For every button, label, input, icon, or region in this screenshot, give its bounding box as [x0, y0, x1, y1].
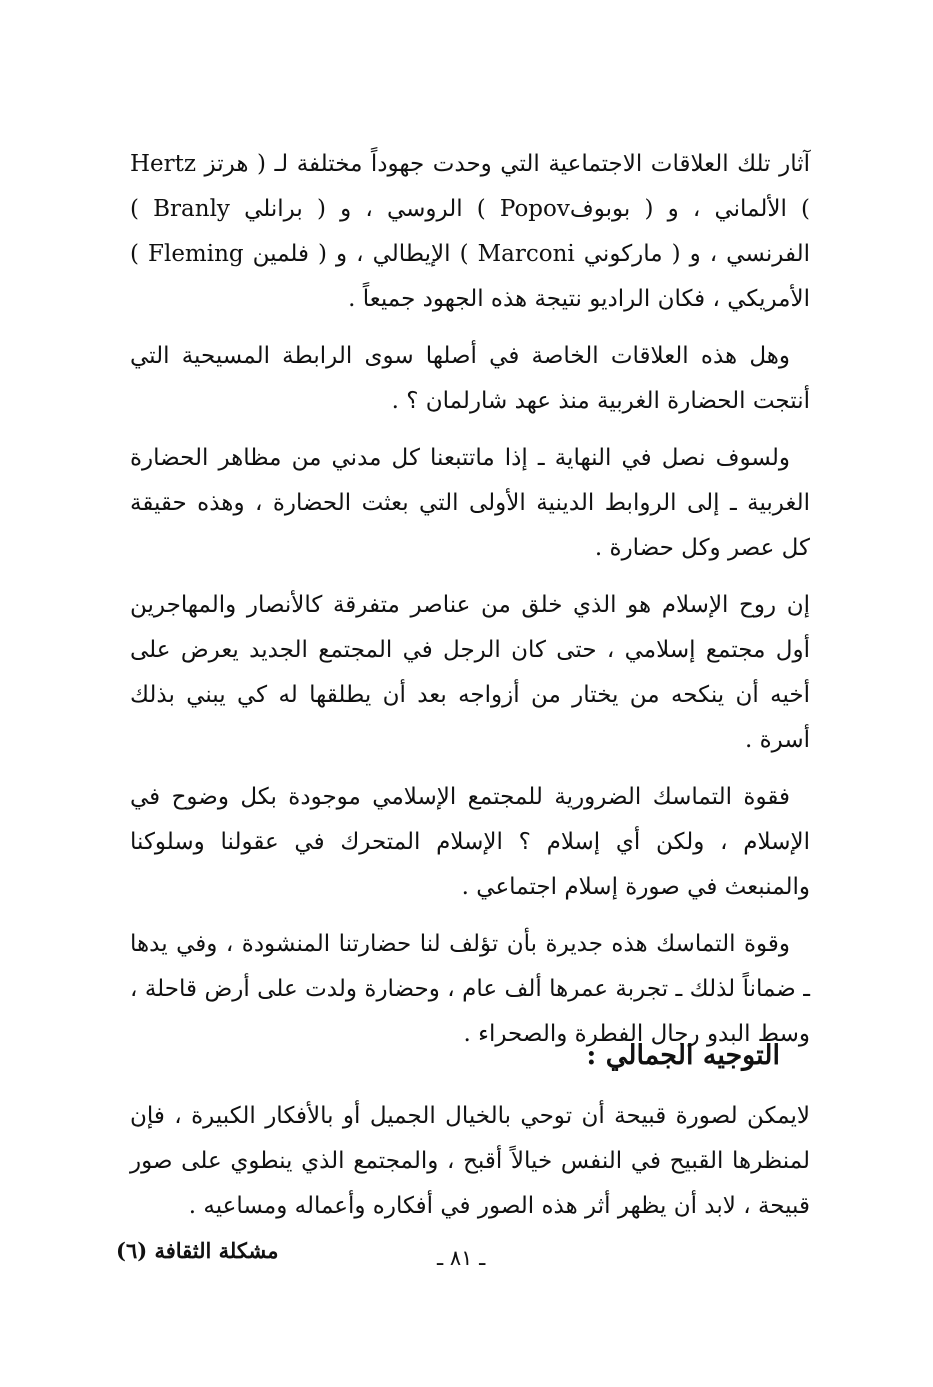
paragraph-cohesion-force: فقوة التماسك الضرورية للمجتمع الإسلامي موجودة بكل وضوح في الإسلام ، ولكن أي إسلام ؟ الإسلام المتحرك في عقولنا وسلوكنا والمنبعث في صورة إسلام اجتماعي .	[130, 784, 810, 900]
running-footer-book-title: مشكلة الثقافة (٦)	[116, 1238, 279, 1263]
paragraph-religious-roots: ولسوف نصل في النهاية ـ إذا ماتتبعنا كل مدني من مظاهر الحضارة الغربية ـ إلى الروابط الدينية الأولى التي بعثت الحضارة ، وهذه حقيقة كل عصر وكل حضارة .	[130, 445, 810, 561]
page-number: ـ ٨١ ـ	[437, 1246, 486, 1270]
paragraph-desired-civilization: وقوة التماسك هذه جديرة بأن تؤلف لنا حضارتنا المنشودة ، وفي يدها ـ ضماناً لذلك ـ تجربة عمرها ألف عام ، وحضارة ولدت على أرض قاحلة ، وسط البدو رجال الفطرة والصحراء .	[130, 931, 810, 1047]
paragraph-spirit-of-islam: إن روح الإسلام هو الذي خلق من عناصر متفرقة كالأنصار والمهاجرين أول مجتمع إسلامي ، حتى كان الرجل في المجتمع الجديد يعرض على أخيه أن ينكحه من يختار من أزواجه بعد أن يطلقها له كي يبني بذلك أسرة .	[130, 592, 810, 753]
section-heading-aesthetic-orientation: التوجيه الجمالي :	[586, 1040, 780, 1071]
paragraph-ugly-image: لايمكن لصورة قبيحة أن توحي بالخيال الجميل أو بالأفكار الكبيرة ، فإن لمنظرها القبيح في النفس خيالاً أقبح ، والمجتمع الذي ينطوي على صور قبيحة ، لابد أن يظهر أثر هذه الصور في أفكاره وأعماله ومساعيه .	[130, 1103, 810, 1219]
paragraph-radio-inventors: آثار تلك العلاقات الاجتماعية التي وحدت جهوداً مختلفة لـ ( هرتز Hertz ) الألماني ، و ( بوبوفPopov ) الروسي ، و ( برانلي Branly ) الفرنسي ، و ( ماركوني Marconi ) الإيطالي ، و ( فلمين Fleming ) الأمريكي ، فكان الراديو نتيجة هذه الجهود جميعاً .	[130, 151, 810, 312]
body-text-upper	[130, 142, 810, 1057]
body-text-lower	[130, 1094, 810, 1229]
paragraph-christian-bond: وهل هذه العلاقات الخاصة في أصلها سوى الرابطة المسيحية التي أنتجت الحضارة الغربية منذ عهد شارلمان ؟ .	[130, 343, 810, 414]
